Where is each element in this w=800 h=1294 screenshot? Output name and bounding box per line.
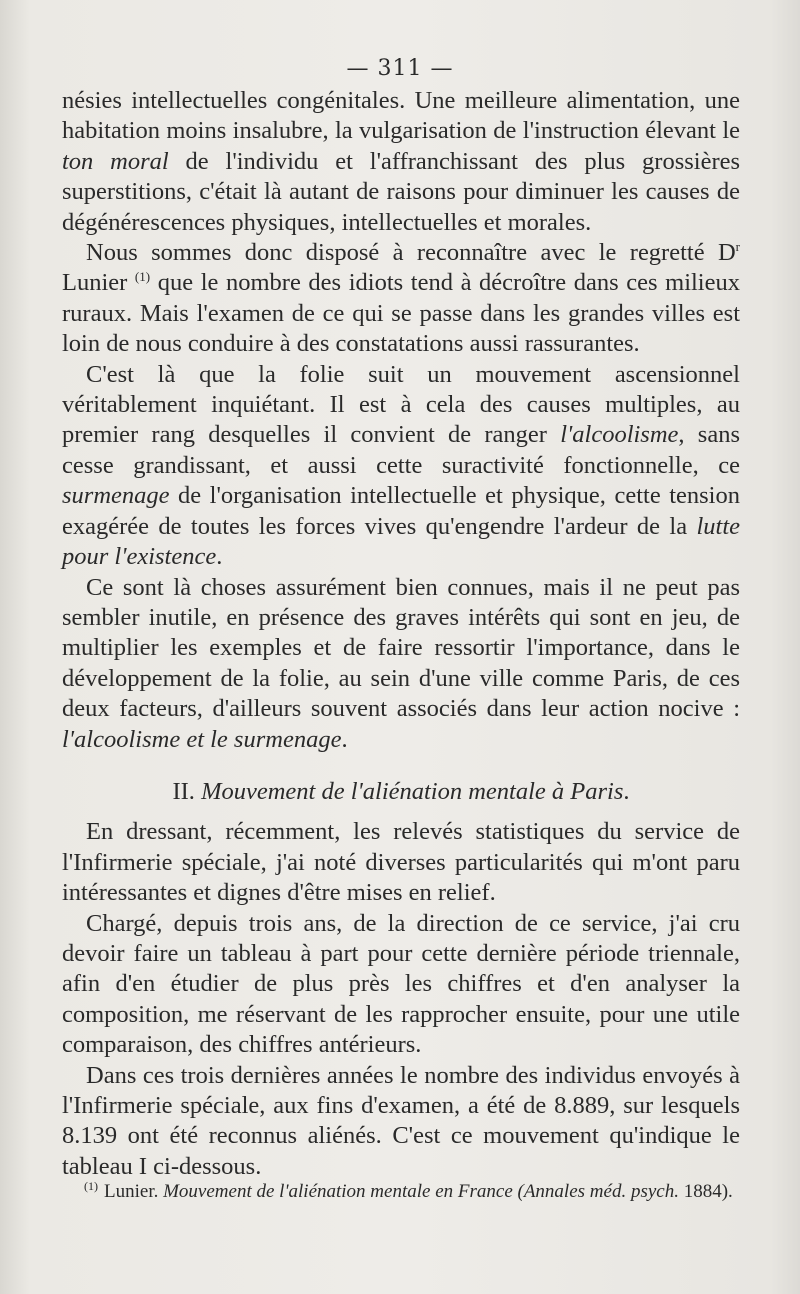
italic-text: lutte pour l'existence [62,512,740,571]
italic-text: l'alcoolisme [560,421,679,449]
text-run: nésies intellectuelles congénitales. Une meilleure alimentation, une habitation moins insalubre, la vulgarisation de l'instruction élevant le [62,87,740,145]
italic-text: surmenage [62,482,170,510]
text-run: Chargé, depuis trois ans, de la direction de ce service, j'ai cru devoir faire un tableau à part pour cette dernière période triennale, afin d'en étudier de plus près les chiffres et d'en analyser la composition, me réservant de les rapprocher ensuite, pour une utile comparaison, des chiffres antérieurs. [62,909,740,1059]
text-run: En dressant, récemment, les relevés statistiques du service de l'Infirmerie spéciale, j'ai noté diverses particularités qui m'ont paru intéressantes et dignes d'être mises en relief. [62,818,740,907]
superscript: (1) [134,269,151,285]
paragraph [62,817,740,908]
section-heading-end: . [623,777,630,805]
paragraph [62,86,740,238]
text-run: Ce sont là choses assurément bien connues, mais il ne peut pas sembler inutile, en présence des graves intérêts qui sont en jeu, de multiplier les exemples et de faire ressortir l'importance, dans le développement de la folie, au sein d'une ville comme Paris, de ces deux facteurs, d'ailleurs souvent associés dans leur action nocive : [62,573,740,723]
paragraphs-before-heading [62,86,740,755]
text-run: C'est là que la folie suit un mouvement ascensionnel véritablement inquiétant. Il est à cela des causes multiples, au premier rang desquelles il convient de ranger [62,360,740,449]
section-number: II. [172,777,202,805]
italic-text: ton moral [62,147,169,175]
page-number: — 311 — [346,56,454,81]
superscript: r [735,238,740,254]
text-run: de l'individu et l'affranchissant des plus grossières superstitions, c'était là autant de raisons pour diminuer les causes de dégénérescences physiques, intellectuelles et morales. [62,147,741,236]
text-run: , sans cesse grandissant, et aussi cette suractivité fonctionnelle, ce [62,421,740,479]
paragraph [62,573,740,755]
text-run: . [341,725,348,753]
section-heading [62,777,740,807]
footnote [62,1180,752,1204]
text-run: 1884). [678,1181,733,1202]
paragraph [62,1061,740,1183]
text-run: . [216,543,223,571]
text-run: Nous sommes donc disposé à reconnaître avec le regretté D [86,239,736,267]
paragraph [62,360,740,573]
italic-text: l'alcoolisme et le surmenage [62,725,342,753]
italic-text: Mouvement de l'aliénation mentale en France (Annales méd. psych. [163,1181,679,1202]
text-run: que le nombre des idiots tend à décroître dans ces milieux ruraux. Mais l'examen de ce qui se passe dans les grandes villes est loin de nous conduire à des constatations aussi rassurantes. [62,269,740,358]
footnote-text [104,1181,733,1202]
section-title: Mouvement de l'aliénation mentale à Paris [201,777,624,805]
text-run: Lunier [62,269,135,297]
text-run: Dans ces trois dernières années le nombre des individus envoyés à l'Infirmerie spéciale, aux fins d'examen, a été de 8.889, sur lesquels 8.139 ont été reconnus aliénés. C'est ce mouvement qu'indique le tableau I ci-dessous. [62,1061,740,1180]
footnote-mark: (1) [84,1178,98,1193]
text-run: Lunier. [104,1181,164,1202]
text-run: de l'organisation intellectuelle et physique, cette tension exagérée de toutes les forces vives qu'engendre l'ardeur de la [62,482,740,540]
paragraphs-after-heading [62,817,740,1182]
body-text [62,86,740,1182]
paragraph [62,909,740,1061]
paragraph [62,238,740,360]
